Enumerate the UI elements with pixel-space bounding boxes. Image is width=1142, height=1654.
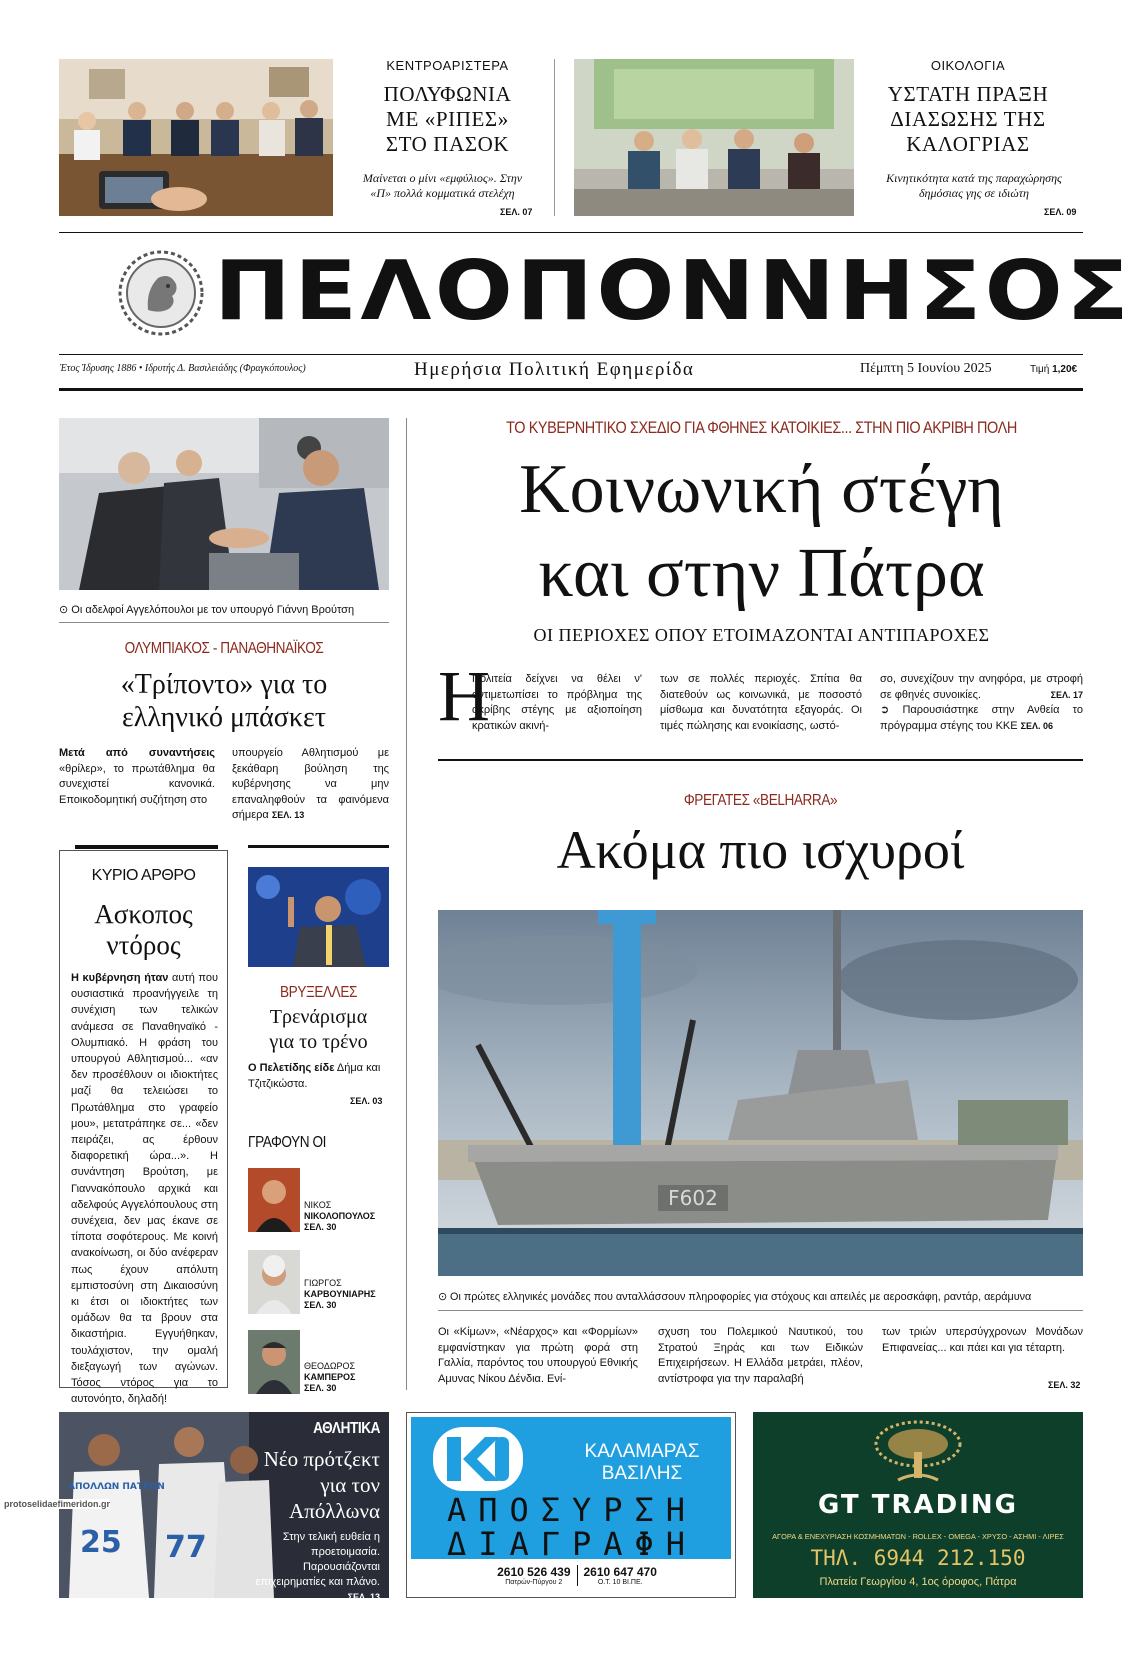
frigate-caption <box>438 1290 1083 1303</box>
editorial-title <box>59 899 228 961</box>
brussels-headline <box>248 1005 389 1055</box>
ad-gt-brand: GT TRADING <box>818 1490 1018 1520</box>
brussels-headline-line: για το τρένο <box>269 1031 368 1053</box>
brussels-top-bar <box>248 845 389 848</box>
lead-col-1: Πολιτεία δείχνει να θέλει ν' αντιμετωπίσει το πρόβλημα της ακρίβης στέγης με αξιοποίηση κρατικών ακινή- <box>472 673 642 732</box>
ad-kalamaras-logo <box>433 1427 523 1491</box>
writer-1-last: ΝΙΚΟΛΟΠΟΥΛΟΣ <box>304 1211 376 1221</box>
top-column-divider <box>554 59 555 216</box>
lead-col-3-note-text: Παρουσιάστηκε στην Ανθεία το πρόγραμμα στέγης του ΚΚΕ <box>880 704 1083 732</box>
writer-portrait-2 <box>248 1250 300 1314</box>
writer-3-page: ΣΕΛ. 30 <box>304 1383 337 1393</box>
sports-headline-line: για τον <box>320 1473 380 1497</box>
camera-icon: ⊙ <box>438 1291 448 1303</box>
brussels-page-ref: ΣΕΛ. 03 <box>350 1096 383 1106</box>
masthead-price <box>1030 364 1077 375</box>
top-right-headline <box>868 82 1068 157</box>
ad-kalamaras-name-line: ΒΑΣΙΛΗΣ <box>601 1463 683 1484</box>
top-left-subtext-line: Μαίνεται ο μίνι «εμφύλιος». Στην <box>362 171 523 185</box>
masthead-bottom-rule <box>59 388 1083 391</box>
lead-col-3-page: ΣΕΛ. 17 <box>1050 689 1083 700</box>
ad-kalamaras[interactable] <box>406 1412 736 1598</box>
top-right-kicker: ΟΙΚΟΛΟΓΙΑ <box>930 58 1006 73</box>
lead-subhead: ΟΙ ΠΕΡΙΟΧΕΣ ΟΠΟΥ ΕΤΟΙΜΑΖΟΝΤΑΙ ΑΝΤΙΠΑΡΟΧΕΣ <box>533 625 990 645</box>
basket-col-2 <box>232 746 389 824</box>
ad-kalamaras-phone-2[interactable]: 2610 647 470 <box>583 1565 657 1579</box>
editorial-title-line: ντόρος <box>106 930 181 960</box>
editorial-kicker: ΚΥΡΙΟ ΑΡΘΡΟ <box>91 867 196 884</box>
sports-jersey-text: ΑΠΟΛΛΩΝ ΠΑΤΡΩΝ <box>68 1482 165 1492</box>
pasok-meeting-photo <box>59 59 333 216</box>
lead-col-3-note <box>880 703 1083 734</box>
writer-2-last: ΚΑΡΒΟΥΝΙΑΡΗΣ <box>304 1289 376 1299</box>
masthead-founded: Έτος Ίδρυσης 1886 • Ιδρυτής Δ. Βασιλειάδης (Φραγκόπουλος) <box>60 363 306 374</box>
tree-logo-icon <box>868 1418 968 1488</box>
basket-headline-line: ελληνικό μπάσκετ <box>121 702 327 733</box>
lead-headline-line: και στην Πάτρα <box>538 535 985 612</box>
basket-headline <box>59 668 389 734</box>
lead-col-3-note-page: ΣΕΛ. 06 <box>1020 720 1054 731</box>
basket-kicker: ΟΛΥΜΠΙΑΚΟΣ - ΠΑΝΑΘΗΝΑΪΚΟΣ <box>124 640 324 657</box>
masthead-emblem <box>118 250 204 336</box>
basket-lead: Μετά από συναντήσεις <box>59 747 215 759</box>
ad-gt-trading[interactable] <box>753 1412 1083 1598</box>
brussels-lead: Ο Πελετίδης είδε <box>248 1062 335 1074</box>
lead-col-3 <box>880 672 1083 734</box>
handshake-caption <box>59 603 389 616</box>
brussels-text-rest: Δήμα και Τζιτζικώστα. <box>248 1062 381 1090</box>
top-right-subtext-line: Κινητικότητα κατά της παραχώρησης <box>886 171 1062 185</box>
top-left-kicker: ΚΕΝΤΡΟΑΡΙΣΤΕΡΑ <box>386 58 509 73</box>
top-right-subtext-line: δημόσιας γης σε ιδιώτη <box>918 186 1030 200</box>
editorial-lead: Η κυβέρνηση ήταν <box>71 972 169 984</box>
sports-headline <box>210 1446 380 1524</box>
ad-kalamaras-name <box>557 1441 727 1485</box>
frigate-photo <box>438 910 1083 1276</box>
brussels-headline-line: Τρενάρισμα <box>269 1006 368 1028</box>
frigate-caption-text: Οι πρώτες ελληνικές μονάδες που ανταλλάσσουν πληροφορίες για στόχους και απειλές με αεροσκάφη, ραντάρ, αεράμυνα <box>450 1291 1032 1303</box>
editorial-title-line: Ασκοπος <box>94 899 193 929</box>
ad-kalamaras-phone-2-note: Ο.Τ. 10 ΒΙ.ΠΕ. <box>597 1579 643 1586</box>
masthead-top-rule <box>59 232 1083 233</box>
writer-3 <box>304 1361 355 1394</box>
left-caption-rule <box>59 622 389 623</box>
frigate-kicker: ΦΡΕΓΑΤΕΣ «BELHARRA» <box>683 792 838 809</box>
sports-text-body: Στην τελική ευθεία η προετοιμασία. Παρουσιάζονται επιχειρηματίες και πλάνο. <box>255 1531 380 1588</box>
ad-kalamaras-name-line: ΚΑΛΑΜΑΡΑΣ <box>584 1441 700 1462</box>
price-label: Τιμή <box>1030 364 1050 375</box>
writer-portrait-3 <box>248 1330 300 1394</box>
ad-kalamaras-service-1: ΑΠΟΣΥΡΣΗ <box>446 1491 698 1529</box>
basket-col-1 <box>59 746 215 808</box>
ecology-meeting-photo <box>574 59 854 216</box>
ad-kalamaras-phone-1-group <box>497 1565 570 1586</box>
brussels-photo <box>248 867 389 967</box>
top-right-headline-line: ΔΙΑΣΩΣΗΣ ΤΗΣ <box>890 107 1046 131</box>
brussels-text <box>248 1061 389 1092</box>
writer-1 <box>304 1200 375 1233</box>
masthead-date: Πέμπτη 5 Ιουνίου 2025 <box>860 361 992 376</box>
ad-gt-phone[interactable]: ΤΗΛ. 6944 212.150 <box>810 1546 1026 1570</box>
sports-kicker: ΑΘΛΗΤΙΚΑ <box>313 1420 380 1437</box>
writer-2-page: ΣΕΛ. 30 <box>304 1300 337 1310</box>
editorial-body-text: αυτή που ουσιαστικά προανήγγειλε τη συνέχιση των τελικών ανάμεσα σε Παναθηναϊκό - Ολυμπιακό. Η φράση του υπουργού Αθλητισμού... «αν δεν προσέθλουν οι ιδιοκτήτες μαζί θα τελειώσει το Πρωτάθλημα στο γραφείο μου», μετατράπηκε σε... «δεν πειράζει, ας έρθουν διαφορετική ώρα...». Η συνάντηση Βρούτση, με Γιαννακόπουλο αρχικά και αδελφούς Αγγελόπουλους στη συνέχεια, δεν μας έκανε σε τίποτα σοφότερους. Με κοινή ανακοίνωση, οι δύο ανέφεραν πως έχουν απόλυτη εμπιστοσύνη στη Δικαιοσύνη κι έτσι οι ιδιοκτήτες των ομάδων θα τα βρουν στα δικαστήρια. Εγγυήθηκαν, τουλάχιστον, την ομαλή διεξαγωγή των αγώνων. Τόσος ντόρος για το αυτονόητο, δηλαδή! <box>71 972 219 1406</box>
frigate-hull-number: F602 <box>668 1186 718 1210</box>
lead-col-2: των σε πολλές περιοχές. Σπίτια θα διατεθούν ως κοινωνικά, με ποσοστό μίσθωμα και δυνατότητα εξαγοράς. Οι τιμές πώλησης και ενοικίασης, ωστό- <box>660 673 862 732</box>
top-left-subtext <box>345 171 540 201</box>
editorial-body <box>71 970 218 1407</box>
lead-headline-line: Κοινωνική στέγη <box>519 451 1004 528</box>
ad-gt-address: Πλατεία Γεωργίου 4, 1ος όροφος, Πάτρα <box>819 1576 1017 1588</box>
frigate-col-3: των τριών υπερσύγχρονων Μονάδων Επιφανείας... και πάει και για τέταρτη. <box>882 1326 1083 1354</box>
top-right-page-ref: ΣΕΛ. 09 <box>1044 207 1077 217</box>
sports-page-ref: ΣΕΛ. 13 <box>347 1592 380 1602</box>
writer-3-last: ΚΑΜΠΕΡΟΣ <box>304 1372 356 1382</box>
masthead-title: ΠΕΛΟΠΟΝΝΗΣΟΣ <box>214 244 1133 339</box>
masthead-tagline: Ημερήσια Πολιτική Εφημερίδα <box>414 359 695 380</box>
left-column-divider <box>406 418 407 1390</box>
ad-kalamaras-phone-divider <box>577 1565 578 1586</box>
masthead-mid-rule <box>59 354 1083 355</box>
top-right-headline-line: ΚΑΛΟΓΡΙΑΣ <box>906 132 1030 156</box>
top-left-headline-line: ΠΟΛΥΦΩΝΙΑ <box>383 82 512 106</box>
writers-label: ΓΡΑΦΟΥΝ ΟΙ <box>248 1134 327 1151</box>
sports-headline-line: Απόλλωνα <box>289 1499 380 1523</box>
lead-bottom-rule <box>438 759 1083 761</box>
sports-headline-line: Νέο πρότζεκτ <box>263 1447 380 1471</box>
basket-col-1-text: «θρίλερ», το πρωτάθλημα θα συνεχιστεί κανονικά. Εποικοδομητική συζήτηση στο <box>59 762 215 806</box>
writer-portrait-1 <box>248 1168 300 1232</box>
lead-col-3-text: σο, συνεχίζουν την ανηφόρα, με στροφή σε φθηνές συνοικίες. <box>880 673 1083 701</box>
lead-kicker: ΤΟ ΚΥΒΕΡΝΗΤΙΚΟ ΣΧΕΔΙΟ ΓΙΑ ΦΘΗΝΕΣ ΚΑΤΟΙΚΙΕΣ... ΣΤΗΝ ΠΙΟ ΑΚΡΙΒΗ ΠΟΛΗ <box>506 418 1017 437</box>
ad-kalamaras-phone-1-note: Πατρών-Πύργου 2 <box>505 1579 563 1586</box>
top-right-headline-line: ΥΣΤΑΤΗ ΠΡΑΞΗ <box>887 82 1049 106</box>
site-watermark: protoselidaefimeridon.gr <box>4 1499 111 1509</box>
frigate-caption-rule <box>438 1310 1083 1311</box>
frigate-headline: Ακόμα πιο ισχυροί <box>556 820 965 880</box>
sports-jersey-number-1: 25 <box>80 1525 122 1560</box>
camera-icon: ⊙ <box>59 604 69 616</box>
ad-kalamaras-phones <box>447 1565 707 1586</box>
frigate-col-1: Οι «Κίμων», «Νέαρχος» και «Φορμίων» εμφανίστηκαν για πρώτη φορά στη Γαλλία, παρόντος του υπουργού Εθνικής Αμυνας Νίκου Δένδια. Ενί- <box>438 1326 638 1385</box>
top-left-headline-line: ΣΤΟ ΠΑΣΟΚ <box>385 132 510 156</box>
basket-page-ref: ΣΕΛ. 13 <box>271 810 305 820</box>
top-left-headline-line: ΜΕ «ΡΙΠΕΣ» <box>386 107 509 131</box>
handshake-photo <box>59 418 389 590</box>
lead-dropcap: Η <box>438 656 490 736</box>
price-value: 1,20€ <box>1052 364 1078 375</box>
ad-kalamaras-service-2: ΔΙΑΓΡΑΦΗ <box>446 1525 698 1563</box>
sports-text <box>250 1530 380 1605</box>
arrow-right-icon: ➲ <box>880 704 890 716</box>
writer-1-page: ΣΕΛ. 30 <box>304 1222 337 1232</box>
ad-gt-line: ΑΓΟΡΑ & ΕΝΕΧΥΡΙΑΣΗ ΚΟΣΜΗΜΑΤΩΝ - ROLLEX - OMEGA - ΧΡΥΣΟ - ΑΣΗΜΙ - ΛΙΡΕΣ <box>772 1532 1064 1541</box>
ad-kalamaras-phone-2-group <box>584 1565 657 1586</box>
writer-1-first: ΝΙΚΟΣ <box>304 1200 332 1210</box>
top-right-subtext <box>868 171 1080 201</box>
brussels-kicker: ΒΡΥΞΕΛΛΕΣ <box>280 984 357 1001</box>
writer-3-first: ΘΕΟΔΩΡΟΣ <box>304 1361 356 1371</box>
top-left-subtext-line: «Π» πολλά κομματικά στελέχη <box>370 186 515 200</box>
frigate-page-ref: ΣΕΛ. 32 <box>1048 1380 1081 1390</box>
writer-2-first: ΓΙΩΡΓΟΣ <box>304 1278 342 1288</box>
top-left-page-ref: ΣΕΛ. 07 <box>500 207 533 217</box>
handshake-caption-text: Οι αδελφοί Αγγελόπουλοι με τον υπουργό Γιάννη Βρούτση <box>71 604 355 616</box>
top-left-headline <box>355 82 540 157</box>
ad-kalamaras-phone-1[interactable]: 2610 526 439 <box>497 1565 571 1579</box>
sports-jersey-number-2: 77 <box>165 1530 207 1565</box>
editorial-top-bar <box>75 845 218 849</box>
frigate-col-2: σχυση του Πολεμικού Ναυτικού, του Στρατού Ξηράς και των Ειδικών Επιχειρήσεων. Η Ελλάδα μετράει, πλέον, αντίστροφα για την παραλαβή <box>658 1326 863 1385</box>
lead-headline <box>430 448 1093 616</box>
writer-2 <box>304 1278 376 1311</box>
basket-headline-line: «Τρίποντο» για το <box>120 669 328 700</box>
basket-col-2-text: υπουργείο Αθλητισμού με ξεκάθαρη βούληση της κυβέρνησης να μην επαναληφθούν τα φαινόμενα σήμερα <box>232 747 389 821</box>
